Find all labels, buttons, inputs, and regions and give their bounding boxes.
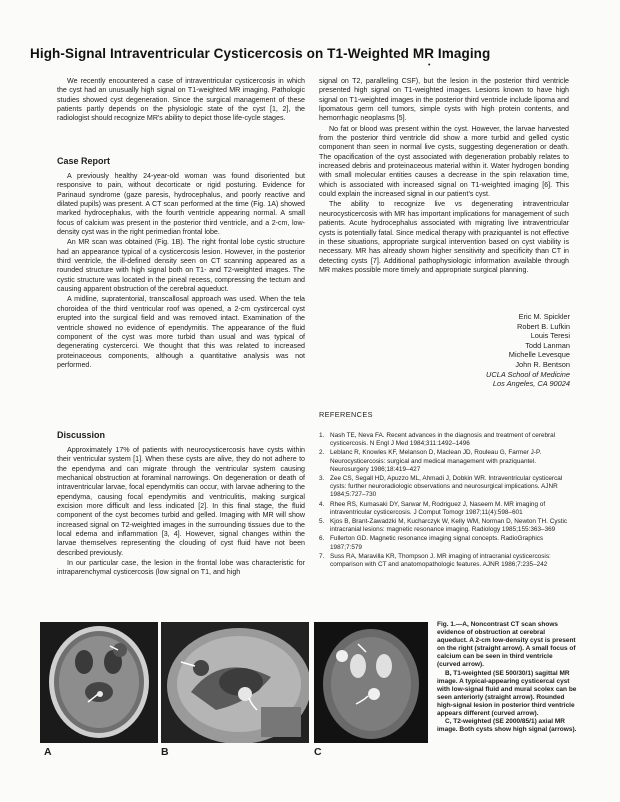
article-title: High-Signal Intraventricular Cysticercosis on T1-Weighted MR Imaging (30, 46, 491, 61)
reference-text: Leblanc R, Knowles KF, Melanson D, Maclean JD, Rouleau G, Farmer J-P. Neurocysticercosis: surgical and medical management with praziquantel. Neurosurgery 1986;18:419–427 (330, 449, 542, 473)
right-paragraph: No fat or blood was present within the cyst. However, the larvae harvested from the posterior third ventricle did show a more turbid and gelled cystic component than seen in normal live cysts, suggesting degeneration or death. The opacification of the cyst associated with degeneration probably relates to increased debris and proteinaceous material within it. Water hydrogen bonding with small molecular entities causes a decrease in the spin relaxation time, which is associated with increased signal on T1-weighted imaging [6]. This could explain the increased signal in our patient's cyst. (319, 124, 569, 199)
discussion-paragraph: Approximately 17% of patients with neurocysticercosis have cysts within their ventricular system [1]. When these cysts are alive, they do not adhere to the ependyma and can migrate through the ventricular system causing mechanical obstruction at foraminal narrowings. On degeneration or death of intraventricular larvae, focal ependymitis can occur, with larvae adhering to the ependyma, causing focal ependymitis and ventriculitis, making surgical excision more difficult and less indicated [2]. In this final stage, the fluid component of the cyst becomes turbid and gelled. Imaging with MR will show increased signal on T2-weighted images in the surrounding tissues due to the local edema and inflammation [3, 4]. However, signal changes within the larvae themselves representing the clouding of cyst fluid have not been described previously. (57, 446, 305, 557)
case-paragraph: An MR scan was obtained (Fig. 1B). The right frontal lobe cystic structure had an appearance typical of a cysticercosis lesion. However, in the posterior third ventricle, the ill-defined density seen on CT scanning appeared as a rounded structure with high signal both on T1- and T2-weighted images. The cystic structure was located in the pineal recess, compressing the tectum and causing apparent obstruction of the cerebral aqueduct. (57, 238, 305, 294)
reference-number: 3. (319, 475, 325, 483)
caption-paragraph: C, T2-weighted (SE 2000/85/1) axial MR image. Both cysts show high signal (arrows). (437, 718, 577, 734)
right-paragraph: signal on T2, paralleling CSF), but the lesion in the posterior third ventricle presented high signal on T1-weighted images. Lesions known to have high signal on T1-weighted images in the posterior third ventricle include lipoma and lipomatous germ cell tumors, simple cysts with high protein contents, and hemorrhagic neoplasms [5]. (319, 77, 569, 123)
reference-text: Nash TE, Neva FA. Recent advances in the diagnosis and treatment of cerebral cysticercosis. N Engl J Med 1984;311:1492–1496 (330, 432, 556, 448)
references-heading: REFERENCES (319, 410, 373, 419)
figure-label-b: B (161, 746, 169, 758)
reference-item (319, 553, 569, 569)
case-paragraph: A previously healthy 24-year-old woman was found disoriented but responsive to pain, without decorticate or rigid posturing. Evidence for Parinaud syndrome (gaze paresis, hydrocephalus, and poorly reactive and dilated pupils) was present. A CT scan performed at the time (Fig. 1A) showed marked hydrocephalus, with the fourth ventricle appearing normal. A small focus of calcium was present in the posterior third ventricle, and a 2-cm, low-density cyst was in the right perimedian frontal lobe. (57, 172, 305, 237)
author-name: Robert B. Lufkin (517, 321, 570, 331)
reference-number: 2. (319, 449, 325, 457)
reference-text: Kjos B, Brant-Zawadzki M, Kucharczyk W, Kelly WM, Norman D, Newton TH. Cystic intracranial lesions: magnetic resonance imaging. Radiology 1985;155:363–369 (330, 518, 568, 534)
case-report-heading: Case Report (57, 156, 111, 166)
affiliation-line: Los Angeles, CA 90024 (492, 379, 570, 389)
discussion-paragraph: In our particular case, the lesion in the frontal lobe was characteristic for intraparenchymal cysticercosis (low signal on T1, and high (57, 559, 305, 577)
figure-1c-t2-axial (314, 622, 428, 743)
case-report-body (57, 172, 305, 371)
reference-item (319, 475, 569, 500)
reference-item (319, 518, 569, 534)
reference-list (319, 432, 569, 570)
reference-number: 4. (319, 500, 325, 508)
discussion-body (57, 446, 305, 579)
reference-text: Zee CS, Segall HD, Apuzzo ML, Ahmadi J, Dobkin WR. Intraventricular cysticercal cysts: further neuroradiologic observations and neurosurgical implications. AJNR 1984;5:727–730 (330, 475, 563, 499)
reference-text: Fullerton GD. Magnetic resonance imaging signal concepts. RadioGraphics 1987;7:579 (330, 535, 544, 551)
discussion-heading: Discussion (57, 430, 106, 440)
reference-number: 1. (319, 432, 325, 439)
caption-paragraph: Fig. 1.—A, Noncontrast CT scan shows evidence of obstruction at cerebral aqueduct. A 2-cm low-density cyst is present on the right (straight arrow). A small focus of calcium can be seen in third ventricle (curved arrow). (437, 621, 576, 669)
right-column-text (319, 77, 569, 276)
reference-text: Suss RA, Maravilla KR, Thompson J. MR imaging of intracranial cysticercosis: comparison with CT and anatomopathologic features. AJNR 1986;7:235–242 (330, 552, 551, 569)
ct-scan-image (40, 622, 158, 743)
reference-item (319, 449, 569, 474)
reference-item (319, 535, 569, 551)
reference-number: 6. (319, 535, 325, 543)
t2-axial-image (314, 622, 428, 743)
reference-item (319, 501, 569, 517)
reference-text: Rhee RS, Kumasaki DY, Sarwar M, Rodriguez J, Naseem M. MR imaging of intraventricular cysticercosis. J Comput Tomogr 1987;11(4):598–601 (330, 500, 546, 516)
case-paragraph: A midline, supratentorial, transcallosal approach was used. When the tela choroidea of the third ventricular roof was opened, a 2-cm cystircercal cyst erupted into the surgical field and was removed intact. Examination of the ventricle showed no evidence of ependymitis. The appearance of the fluid component of the cyst was more turbid than usual and was typical of degenerating cystercerci. We thought that this was related to increased proteinaceous components, although a quantitative analysis was not performed. (57, 295, 305, 369)
right-paragraph: The ability to recognize live vs degenerating intraventricular neurocysticercosis with MR has important implications for management of such patients. Acute hydrocephalus associated with migrating live intraventricular cysts is potentially fatal. Since medical therapy with praziquantel is not effective in these situations, appropriate surgical intervention based on cyst viability is necessary. MR has already shown higher sensitivity and specificity than CT in detecting cysts [7]. Additional pathophysiologic information available through MR makes possible more timely and appropriate surgical planning. (319, 200, 569, 274)
author-name: John R. Bentson (515, 359, 570, 369)
figure-label-a: A (44, 746, 52, 758)
figure-label-c: C (314, 746, 322, 758)
figure-caption (437, 621, 577, 734)
author-name: Louis Teresi (530, 331, 570, 341)
author-name: Eric M. Spickler (518, 312, 570, 321)
author-name: Michelle Levesque (508, 350, 570, 360)
figure-1a-ct-scan (40, 622, 158, 743)
reference-number: 7. (319, 552, 325, 560)
author-signature (440, 312, 570, 389)
reference-item (319, 432, 569, 448)
intro-text (57, 77, 305, 125)
caption-paragraph: B, T1-weighted (SE 500/30/1) sagittal MR image. A typical-appearing cysticercal cyst with low-signal fluid and mural scolex can be seen anteriorly (straight arrow). Rounded high-signal lesion in posterior third ventricle appears different (curved arrow). (437, 669, 577, 718)
figure-1b-t1-sagittal (161, 622, 309, 743)
author-name: Todd Lanman (525, 340, 570, 350)
intro-paragraph: We recently encountered a case of intraventricular cysticercosis in which the cyst had an unusually high signal on T1-weighted MR imaging. Pathologic studies showed cyst degeneration. Since the surgical management of these patients partly depends on the physiologic state of the cyst [1, 2], the radiologist should recognize MR's ability to depict those life-cycle stages. (57, 77, 305, 123)
affiliation-line: UCLA School of Medicine (486, 369, 570, 379)
stray-mark: • (428, 62, 431, 69)
t1-sagittal-image (161, 622, 309, 743)
reference-number: 5. (319, 518, 325, 526)
